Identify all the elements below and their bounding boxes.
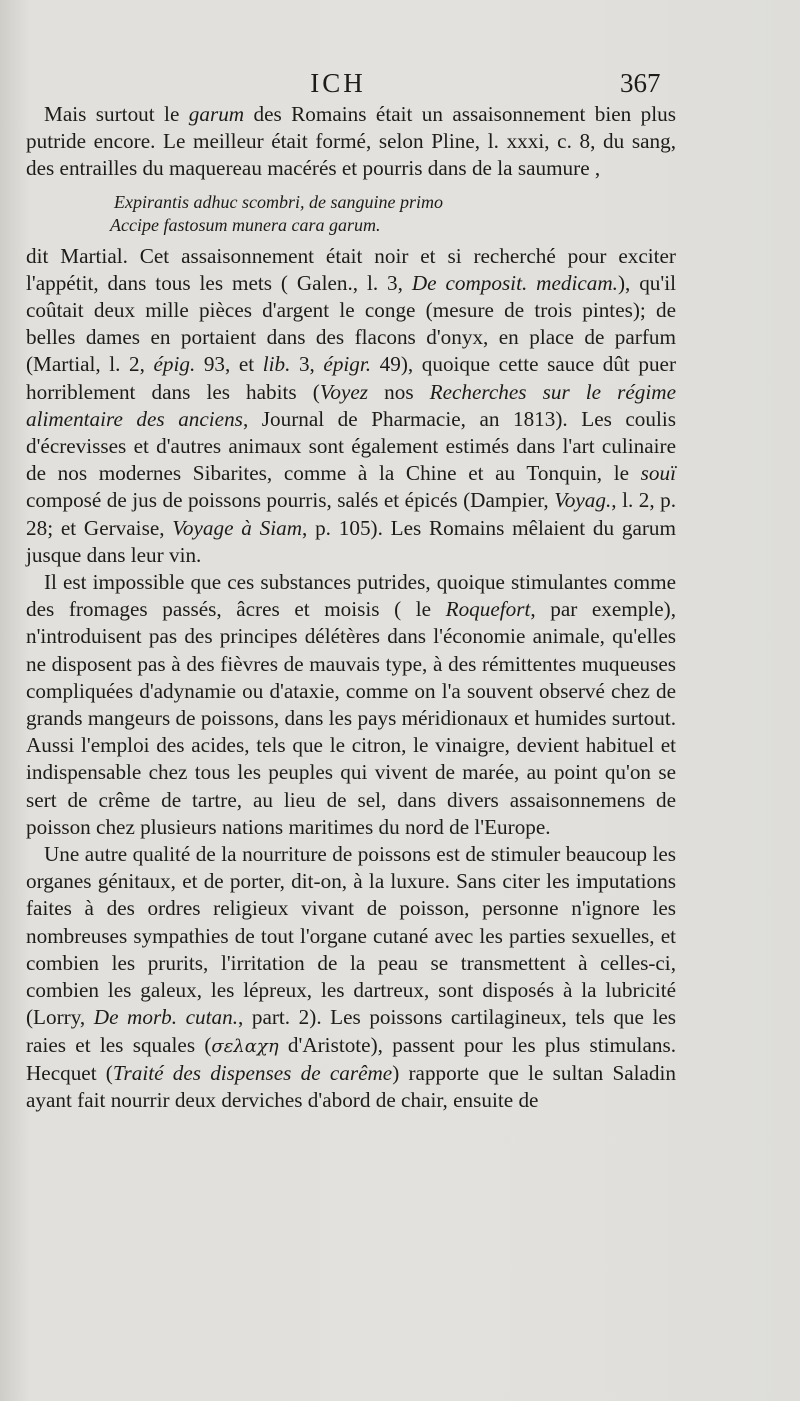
text-run: 93, et bbox=[195, 352, 263, 377]
italic-term: souï bbox=[640, 461, 676, 486]
quote-line-2: Accipe fastosum munera cara garum. bbox=[110, 214, 381, 235]
text-run: Mais surtout le bbox=[44, 102, 189, 126]
italic-citation: De composit. medicam. bbox=[411, 270, 618, 295]
paragraph-putrid-substances bbox=[26, 569, 676, 841]
text-run: , l. 2, p. 28; et Gervaise, bbox=[26, 488, 677, 540]
italic-citation: De morb. cutan. bbox=[93, 1005, 239, 1030]
paragraph-stimulation bbox=[26, 841, 676, 1114]
latin-quote bbox=[110, 191, 676, 237]
paragraph-martial bbox=[26, 243, 676, 569]
italic-citation: épig. bbox=[153, 352, 196, 377]
text-run: composé de jus de poissons pourris, salés et épicés (Dampier, bbox=[26, 488, 555, 513]
text-run: ) rapporte que le sultan Saladin ayant fait nourrir deux derviches d'abord de chair, ensuite de bbox=[26, 1060, 676, 1112]
italic-citation: épigr. bbox=[323, 352, 372, 377]
running-head: ICH bbox=[310, 68, 366, 98]
page-header bbox=[0, 66, 800, 106]
text-run: , p. 105). Les Romains mêlaient du garum jusque dans leur vin. bbox=[26, 515, 676, 567]
text-run: , Journal de Pharmacie, an 1813). Les coulis d'écrevisses et d'autres animaux sont également estimés dans l'art culinaire de nos modernes Sibarites, comme à la Chine et au Tonquin, le bbox=[26, 406, 676, 486]
text-run: ), qu'il coûtait deux mille pièces d'argent le conge (mesure de trois pintes); de belles dames en portaient dans des flacons d'onyx, en place de parfum (Martial, l. 2, bbox=[26, 270, 676, 377]
italic-citation: Voyage à Siam bbox=[172, 515, 303, 540]
text-run: d'Aristote), passent pour les plus stimulans. Hecquet ( bbox=[26, 1032, 676, 1085]
text-run: dit Martial. Cet assaisonnement était noir et si recherché pour exciter l'appétit, dans tous les mets ( Galen., l. 3, bbox=[26, 243, 676, 295]
text-run: nos bbox=[368, 379, 430, 404]
text-run: Une autre qualité de la nourriture de poissons est de stimuler beaucoup les organes génitaux, et de porter, dit-on, à la luxure. Sans citer les imputations faites à des ordres religieux vivant de poisson, personne n'ignore les nombreuses sympathies de tout l'organe cutané avec les parties sexuelles, et combien les prurits, l'irritation de la peau se transmettent à celles-ci, combien les galeux, les lépreux, les dartreux, sont disposés à la lubricité (Lorry, bbox=[26, 842, 676, 1030]
text-run: des Romains était un assaisonnement bien plus putride encore. Le meilleur était formé, selon Pline, l. xxxi, c. 8, du sang, des entrailles du maquereau macérés et pourris dans de la saumure , bbox=[26, 102, 676, 181]
italic-term: garum bbox=[188, 102, 245, 126]
page-number: 367 bbox=[620, 68, 661, 98]
italic-citation: Voyag. bbox=[554, 488, 612, 513]
greek-term: σελαχη bbox=[211, 1035, 279, 1057]
text-run: , part. 2). Les poissons cartilagineux, tels que les raies et les squales ( bbox=[26, 1005, 677, 1057]
body-text bbox=[26, 101, 676, 1114]
paragraph-garum bbox=[26, 101, 676, 183]
text-run: , par exemple), n'introduisent pas des principes délétères dans l'économie animale, qu'elles ne disposent pas à des fièvres de mauvais type, à des rémittentes muqueuses compliquées d'adynamie ou d'ataxie, comme on l'a souvent observé chez de grands mangeurs de poissons, dans les pays méridionaux et humides surtout. Aussi l'emploi des acides, tels que le citron, le vinaigre, devient habituel et indispensable chez tous les peuples qui vivent de marée, au point qu'on se sert de crême de tartre, au lieu de sel, dans divers assaisonnemens de poisson chez plusieurs nations maritimes du nord de l'Europe. bbox=[26, 597, 676, 839]
italic-citation: lib. bbox=[262, 352, 291, 377]
text-run: 49), quoique cette sauce dût puer horriblement dans les habits ( bbox=[26, 352, 677, 404]
italic-citation: Recherches sur le régime alimentaire des anciens bbox=[26, 379, 676, 431]
quote-line-1: Expirantis adhuc scombri, de sanguine primo bbox=[114, 191, 443, 212]
italic-citation: Traité des dispenses de carême bbox=[112, 1060, 393, 1085]
text-run: Il est impossible que ces substances putrides, quoique stimulantes comme des fromages passés, âcres et moisis ( le bbox=[26, 570, 676, 622]
italic-term: Roquefort bbox=[445, 597, 531, 622]
italic-citation: Voyez bbox=[319, 379, 369, 404]
text-run: 3, bbox=[290, 352, 324, 377]
